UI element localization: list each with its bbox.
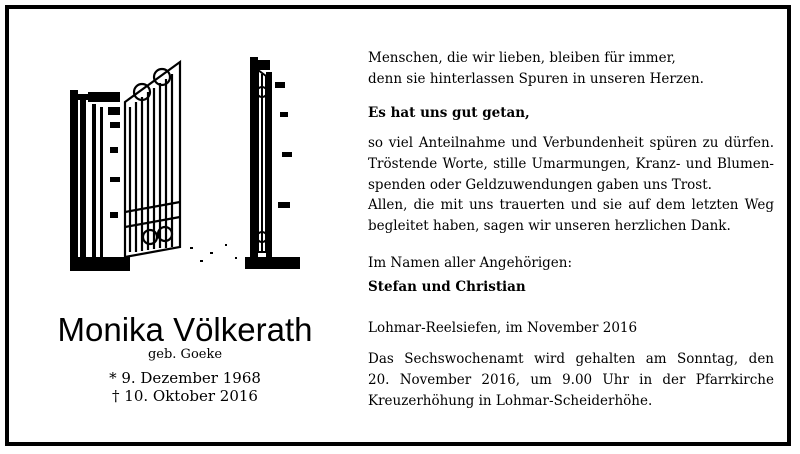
birth-date: * 9. Dezember 1968 [109, 369, 261, 387]
quote-line-2: denn sie hinterlassen Spuren in unseren Herzen. [368, 71, 704, 87]
gratitude-heading: Es hat uns gut getan, [368, 105, 530, 121]
mass-line-1: Das Sechswochenamt wird gehalten am Sonntag, den [368, 351, 774, 367]
death-date: † 10. Oktober 2016 [112, 387, 258, 405]
thanks-line-2: Tröstende Worte, stille Umarmungen, Kranz- und Blumen- [368, 156, 774, 172]
mass-line-2: 20. November 2016, um 9.00 Uhr in der Pfarrkirche [368, 372, 774, 388]
place-and-date: Lohmar-Reelsiefen, im November 2016 [368, 320, 638, 336]
deceased-name: Monika Völkerath [57, 311, 313, 348]
thanks-line-4: Allen, die mit uns trauerten und sie auf dem letzten Weg [368, 197, 774, 213]
thanks-line-5: begleitet haben, sagen wir unseren herzlichen Dank. [368, 218, 731, 234]
birth-name: geb. Goeke [147, 347, 223, 362]
open-gate-illustration [70, 52, 300, 272]
on-behalf-text: Im Namen aller Angehörigen: [368, 255, 573, 271]
thanks-line-3: spenden oder Geldzuwendungen gaben uns Trost. [368, 177, 712, 193]
thanks-line-1: so viel Anteilnahme und Verbundenheit spüren zu dürfen. [368, 135, 774, 151]
family-names: Stefan und Christian [368, 279, 526, 295]
mass-line-3: Kreuzerhöhung in Lohmar-Scheiderhöhe. [368, 393, 653, 409]
quote-line-1: Menschen, die wir lieben, bleiben für immer, [368, 50, 676, 66]
